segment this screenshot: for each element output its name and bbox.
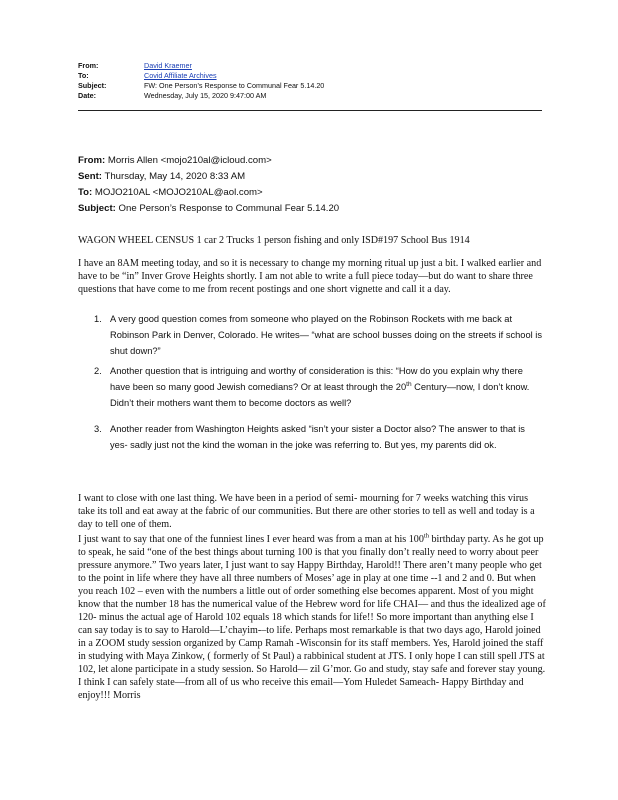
list-item-number: 3. (94, 424, 102, 434)
original-subject-row (78, 201, 558, 217)
forward-date-label: Date: (78, 91, 96, 100)
list-item-number: 2. (94, 366, 102, 376)
original-sent-value: Thursday, May 14, 2020 8:33 AM (101, 171, 246, 182)
list-item (94, 311, 544, 359)
list-item-number: 1. (94, 314, 102, 324)
list-item-text-part: Another question that is intriguing and worthy of consideration is this: “How do you explain why there have been so many good Jewish comedians? Or at least through the 20 (110, 366, 523, 392)
forward-date-value: Wednesday, July 15, 2020 9:47:00 AM (144, 91, 267, 100)
original-to-label: To: (78, 187, 93, 198)
forward-subject-label: Subject: (78, 81, 107, 90)
original-sent-row (78, 169, 558, 185)
story-paragraph (78, 533, 548, 702)
original-subject-value: One Person’s Response to Communal Fear 5.14.20 (115, 203, 340, 214)
list-item (94, 421, 544, 453)
original-from-value: Morris Allen <mojo210al@icloud.com> (105, 155, 272, 166)
list-item-text-part: Century—now, I don’t know. Didn’t their mothers want them to become doctors as well? (110, 382, 530, 408)
forward-from-link[interactable]: David Kraemer (144, 61, 192, 70)
closing-text: I want to close with one last thing. We have been in a period of semi- mourning for 7 weeks watching this virus take its toll and eat away at the fabric of our communities. But there are other stories to tell as well and today is a day to tell one of them. (78, 493, 535, 530)
story-text-part: birthday party. As he got up to speak, he said “one of the best things about turning 100 is that you finally don’t really need to worry about peer pressure anymore.” Two years later, I just want to say Happy Birthday, Harold!! There aren’t many people who get to the point in life where they have all three numbers of Moses’ age in play at one time --1 and 2 and 0. But when you reach 102 – even with the numbers a little out of order something else becomes apparent. Most of you might know that the number 18 has the numerical value of the Hebrew word for life CHAI— and thus the idealized age of 120- minus the actual age of Harold 102 equals 18 which stands for life!! So more important than anything else I can say today is to say to Harold—L’chayim-–to life. Perhaps most remarkable is that two days ago, Harold joined in a ZOOM study session organized by Camp Ramah -Wisconsin for its staff members. Yes, Harold joined the staff in studying with Maya Zinkow, ( formerly of St Paul) a rabbinical student at JTS. I only hope I can still spell JTS at 102, let alone participate in a study session. So Harold— zil G’mor. Go and study, stay safe and forever stay young. I think I can safely state—from all of us who receive this email—Yom Huledet Sameach- Happy Birthday and enjoy!!! Morris (78, 534, 546, 701)
header-divider (78, 110, 542, 111)
forward-to-row (78, 71, 558, 81)
original-to-value: MOJO210AL <MOJO210AL@aol.com> (92, 187, 263, 198)
ordinal-suffix: th (406, 380, 412, 388)
list-item-text: A very good question comes from someone who played on the Robinson Rockets with me back at Robinson Park in Denver, Colorado. He writes— “what are school busses doing on the streets if school is shut down?” (110, 314, 543, 356)
list-item-text: Another reader from Washington Heights asked “isn’t your sister a Doctor also? The answer to that is yes- sadly just not the kind the woman in the joke was referring to. But yes, my parents did ok. (110, 424, 525, 450)
intro-text: I have an 8AM meeting today, and so it is necessary to change my morning ritual up just a bit. I walked earlier and have to be “in” Inver Grove Heights shortly. I am not able to write a full piece today—but do want to share three questions that have come to me from recent postings and one short vignette and call it a day. (78, 258, 542, 295)
forward-subject-value: FW: One Person’s Response to Communal Fear 5.14.20 (144, 81, 325, 90)
original-to-row (78, 185, 558, 201)
forward-from-row (78, 61, 558, 71)
story-text-part: I just want to say that one of the funniest lines I ever heard was from a man at his 100 (78, 534, 424, 545)
list-item (94, 363, 544, 411)
original-from-label: From: (78, 155, 106, 166)
original-from-row (78, 153, 558, 169)
closing-paragraph (78, 492, 546, 531)
forward-to-label: To: (78, 71, 89, 80)
intro-paragraph (78, 257, 546, 296)
forward-from-label: From: (78, 61, 99, 70)
original-subject-label: Subject: (78, 203, 116, 214)
forward-header (78, 61, 558, 101)
original-sent-label: Sent: (78, 171, 102, 182)
census-line: WAGON WHEEL CENSUS 1 car 2 Trucks 1 person fishing and only ISD#197 School Bus 1914 (78, 235, 470, 246)
forward-to-link[interactable]: Covid Affiliate Archives (144, 71, 217, 80)
story-text (78, 533, 548, 702)
list-item-text (110, 363, 544, 411)
forward-date-row (78, 91, 558, 101)
questions-list (94, 311, 544, 453)
ordinal-suffix: th (423, 532, 429, 540)
original-header (78, 153, 558, 217)
forward-subject-row (78, 81, 558, 91)
